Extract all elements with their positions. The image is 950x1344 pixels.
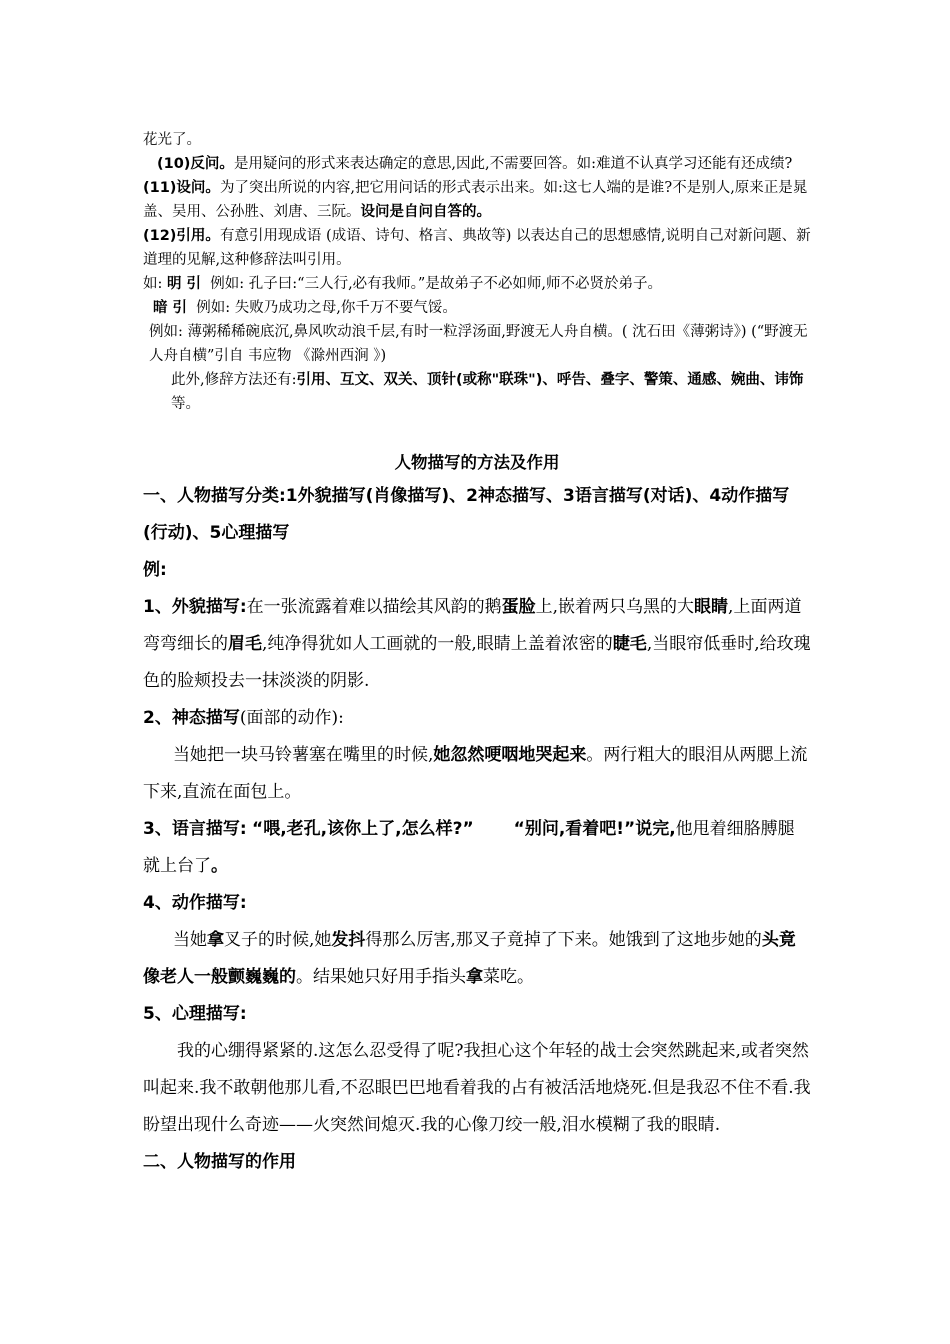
item-text: 有意引用现成语 (成语、诗句、格言、典故等) 以表达自己的思想感情,说明自己对新问题、新道理的见解,这种修辞法叫引用。 — [143, 228, 811, 268]
emphasis: 蛋脸 — [501, 597, 536, 617]
example-label: 例: — [143, 560, 167, 580]
quote-one: “喂,老孔,该你上了,怎么样?” — [252, 819, 474, 839]
text: 。结果她只好用手指头 — [296, 967, 466, 987]
item-text: 是用疑问的形式来表达确定的意思,因此,不需要回答。如:难道不认真学习还能有还成绩? — [233, 156, 793, 172]
text: ,纯净得犹如人工画就的一般,眼睛上盖着浓密的 — [262, 634, 613, 654]
emphasis: 拿 — [466, 967, 483, 987]
label-psychology: 5、心理描写: — [143, 1004, 247, 1024]
paragraph-quotation — [143, 224, 811, 272]
character-section — [143, 478, 811, 1181]
paragraph-speech — [143, 811, 811, 885]
explicit-quote-label: 明 引 — [167, 276, 202, 292]
paragraph-appearance — [143, 589, 811, 700]
heading-classification: 一、人物描写分类:1外貌描写(肖像描写)、2神态描写、3语言描写(对话)、4动作描写(行动)、5心理描写 — [143, 486, 790, 543]
emphasis: 拿 — [207, 930, 224, 950]
text: 他甩着细胳膊腿就上台了 — [143, 819, 795, 876]
text: 当她把一块马铃薯塞在嘴里的时候, — [173, 745, 434, 765]
text: 当她 — [173, 930, 207, 950]
emphasis: 头竟像老人一般颤巍巍的 — [143, 930, 796, 987]
paragraph-explicit-quote — [143, 272, 811, 296]
emphasis: 她忽然哽咽地哭起来 — [433, 745, 587, 765]
paragraph-rhetorical-question — [143, 152, 811, 176]
paragraph-psychology: 我的心绷得紧紧的.这怎么忍受得了呢?我担心这个年轻的战士会突然跳起来,或者突然叫起来.我不敢朝他那儿看,不忍眼巴巴地看着我的占有被活活地烧死.但是我忍不住不看.我盼望出现什么奇迹——火突然间熄灭.我的心像刀绞一般,泪水模糊了我的眼睛. — [143, 1041, 811, 1135]
item-label: (11)设问。 — [143, 180, 220, 196]
emphasis: 发抖 — [331, 930, 366, 950]
others-list: 引用、互文、双关、顶针(或称"联珠")、呼告、叠字、警策、通感、婉曲、讳饰 — [296, 372, 804, 388]
text: 上,嵌着两只乌黑的大 — [535, 597, 695, 617]
quote-two: “别问,看着吧!”说完, — [513, 819, 676, 839]
item-text: 为了突出所说的内容,把它用问话的形式表示出来。如:这七人端的是谁?不是别人,原来正是晁盖、吴用、公孙胜、刘唐、三阮。 — [143, 180, 808, 220]
text: ,当眼帘低垂时,给玫瑰色的脸颊投去一抹淡淡的阴影. — [143, 634, 811, 691]
prefix: 如: — [143, 276, 163, 292]
item-label: (12)引用。 — [143, 228, 220, 244]
paragraph-example: 例如: 薄粥稀稀碗底沉,鼻风吹动浪千层,有时一粒浮汤面,野渡无人舟自横。( 沈石田《薄粥诗》) (“野渡无人舟自横”引自 韦应物 《滁州西涧 》) — [149, 324, 808, 364]
others-prefix: 此外,修辞方法还有: — [171, 372, 297, 388]
paragraph-other-methods — [143, 368, 811, 416]
paragraph-continuation: 花光了。 — [143, 132, 201, 148]
label-appearance: 1、外貌描写: — [143, 597, 247, 617]
explicit-quote-text: 例如: 孔子曰:“三人行,必有我师。”是故弟子不必如师,师不必贤於弟子。 — [210, 276, 662, 292]
text: 菜吃。 — [483, 967, 534, 987]
emphasis: 睫毛 — [612, 634, 647, 654]
paragraph-implicit-quote — [143, 296, 811, 320]
implicit-quote-label: 暗 引 — [153, 300, 188, 316]
heading-expression — [143, 700, 811, 737]
section-title-wrap — [143, 448, 811, 478]
paragraph-action — [143, 922, 811, 996]
emphasis: 眉毛 — [228, 634, 262, 654]
label-note: (面部的动作): — [239, 708, 344, 728]
item-emphasis: 设问是自问自答的。 — [360, 204, 491, 220]
paragraph-expression — [143, 737, 811, 811]
paragraph-self-question — [143, 176, 811, 224]
others-suffix: 等。 — [171, 396, 200, 412]
text: 在一张流露着难以描绘其风韵的鹅 — [246, 597, 502, 617]
emphasis: 眼睛 — [694, 597, 729, 617]
text: 。两行粗大的眼泪从两腮上流下来,直流在面包上。 — [143, 745, 808, 802]
implicit-quote-text: 例如: 失败乃成功之母,你千万不要气馁。 — [196, 300, 457, 316]
heading-function: 二、人物描写的作用 — [143, 1152, 296, 1172]
text-end: 。 — [211, 856, 228, 876]
text: 得那么厉害,那叉子竟掉了下来。她饿到了这地步她的 — [365, 930, 762, 950]
section-title: 人物描写的方法及作用 — [394, 453, 560, 472]
text: ,上面两道弯弯细长的 — [143, 597, 802, 654]
label-speech: 3、语言描写: — [143, 819, 247, 839]
text: 叉子的时候,她 — [224, 930, 332, 950]
label-expression: 2、神态描写 — [143, 708, 240, 728]
label-action: 4、动作描写: — [143, 893, 247, 913]
item-label: (10)反问。 — [157, 156, 234, 172]
rhetoric-section — [143, 128, 811, 416]
